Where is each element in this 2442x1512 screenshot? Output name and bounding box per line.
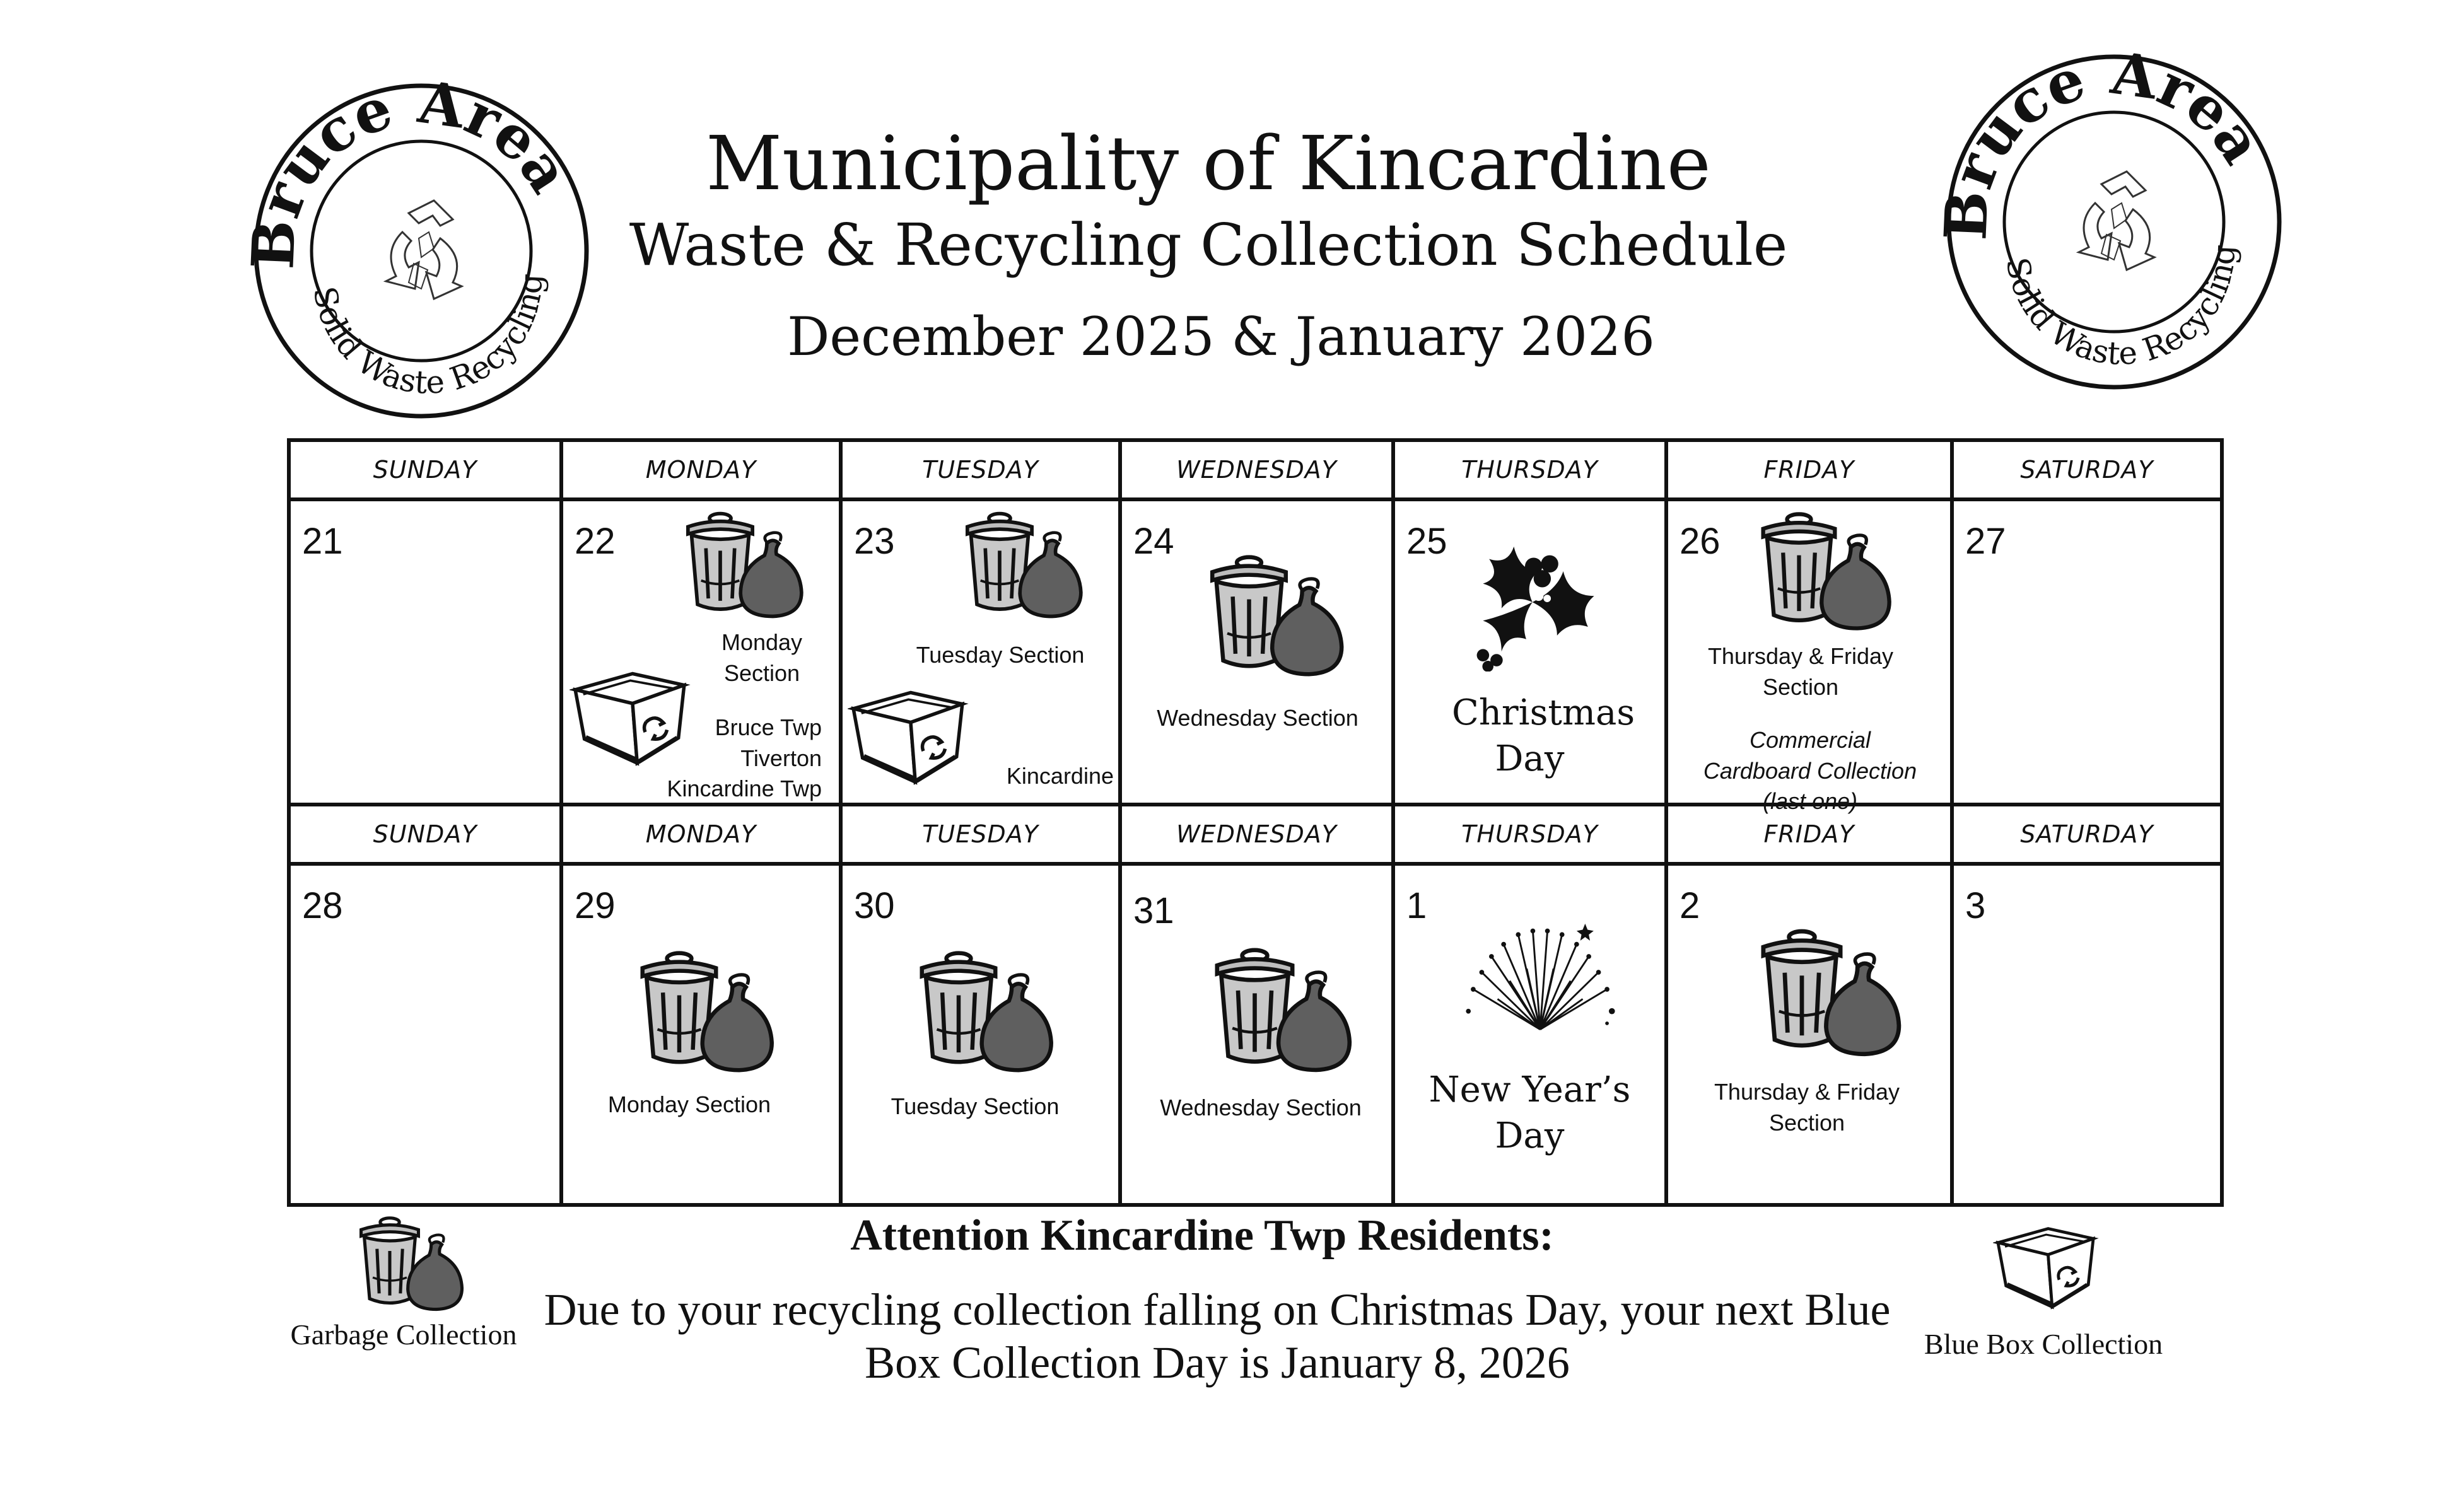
day-cell (841, 499, 1120, 805)
date-number: 3 (1965, 885, 1986, 926)
holiday-label: Christmas Day (1452, 692, 1635, 779)
day-header-thursday: THURSDAY (1393, 805, 1666, 864)
collection-section-label: Tuesday Section (916, 642, 1085, 668)
date-number: 25 (1406, 521, 1447, 562)
day-cell (1952, 864, 2222, 1205)
day-header-saturday: SATURDAY (1952, 805, 2222, 864)
svg-text:Solid Waste Recycling: Solid Waste Recycling (306, 272, 550, 402)
day-header-saturday: SATURDAY (1952, 440, 2222, 499)
date-number: 30 (854, 885, 895, 926)
date-number: 24 (1133, 521, 1174, 562)
day-header-monday: MONDAY (561, 440, 841, 499)
week1-row (289, 499, 2222, 805)
collection-calendar (287, 438, 2224, 1207)
collection-section-label: Thursday & Friday Section (1714, 1079, 1900, 1136)
day-cell (1120, 864, 1393, 1205)
date-number: 21 (302, 521, 343, 562)
holiday-label: New Year’s Day (1428, 1069, 1631, 1156)
date-number: 26 (1680, 521, 1721, 562)
day-header-friday: FRIDAY (1666, 805, 1952, 864)
day-cell (1666, 864, 1952, 1205)
date-number: 1 (1406, 885, 1427, 926)
collection-section-label: Monday Section (721, 629, 803, 686)
garbage-icon (1198, 552, 1352, 681)
date-number: 29 (575, 885, 616, 926)
cardboard-collection-note: Commercial Cardboard Collection (last one) (1703, 727, 1917, 815)
day-cell (561, 499, 841, 805)
notice-heading: Attention Kincardine Twp Residents: (850, 1211, 1554, 1260)
garbage-icon (1204, 945, 1358, 1077)
garbage-legend-label: Garbage Collection (290, 1318, 517, 1351)
date-number: 27 (1965, 521, 2006, 562)
page-subtitle: Waste & Recycling Collection Schedule (629, 211, 1788, 279)
garbage-icon (1750, 509, 1898, 635)
schedule-period: December 2025 & January 2026 (787, 306, 1655, 368)
page-title: Municipality of Kincardine (706, 120, 1711, 207)
week1-day-headers (289, 440, 2222, 499)
week2-row (289, 864, 2222, 1205)
blue-box-icon (848, 684, 974, 788)
day-cell (289, 499, 561, 805)
garbage-icon (677, 509, 809, 622)
day-header-thursday: THURSDAY (1393, 440, 1666, 499)
day-cell (1666, 499, 1952, 815)
day-header-wednesday: WEDNESDAY (1120, 805, 1393, 864)
week2-day-headers (289, 805, 2222, 864)
garbage-icon (1750, 926, 1908, 1061)
day-cell (1393, 499, 1666, 805)
day-cell (289, 864, 561, 1205)
day-cell (841, 864, 1120, 1205)
day-header-sunday: SUNDAY (289, 805, 561, 864)
day-header-tuesday: TUESDAY (841, 805, 1120, 864)
garbage-icon (909, 948, 1060, 1077)
collection-section-label: Wednesday Section (1157, 705, 1358, 731)
garbage-icon (629, 948, 781, 1077)
day-header-tuesday: TUESDAY (841, 440, 1120, 499)
day-header-wednesday: WEDNESDAY (1120, 440, 1393, 499)
date-number: 28 (302, 885, 343, 926)
fireworks-icon (1455, 919, 1625, 1042)
date-number: 31 (1133, 890, 1174, 931)
day-cell (1952, 499, 2222, 805)
blue-box-legend-icon (1993, 1220, 2103, 1313)
svg-text:Bruce Area: Bruce Area (1931, 38, 2277, 242)
holly-icon (1464, 533, 1613, 672)
collection-section-label: Wednesday Section (1160, 1095, 1362, 1120)
notice-body: Due to your recycling collection falling on Christmas Day, your next Blue Box Collection Day is January 8, 2026 (544, 1284, 1891, 1388)
day-header-sunday: SUNDAY (289, 440, 561, 499)
date-number: 23 (854, 521, 895, 562)
day-cell (1393, 864, 1666, 1205)
collection-section-label: Monday Section (607, 1091, 771, 1117)
collection-section-label: Thursday & Friday Section (1707, 643, 1894, 700)
date-number: 2 (1680, 885, 1700, 926)
day-cell (561, 864, 841, 1205)
date-number: 22 (575, 521, 616, 562)
blue-box-legend-label: Blue Box Collection (1924, 1328, 2163, 1360)
day-header-friday: FRIDAY (1666, 440, 1952, 499)
day-cell (1120, 499, 1393, 805)
blue-box-areas-label: Kincardine (1006, 763, 1114, 789)
svg-text:Solid Waste Recycling: Solid Waste Recycling (1999, 243, 2243, 373)
garbage-icon (956, 509, 1089, 622)
day-header-monday: MONDAY (561, 805, 841, 864)
svg-text:Bruce Area: Bruce Area (238, 67, 584, 271)
collection-section-label: Tuesday Section (891, 1093, 1060, 1119)
blue-box-areas-label: Bruce Twp Tiverton Kincardine Twp (667, 714, 822, 802)
